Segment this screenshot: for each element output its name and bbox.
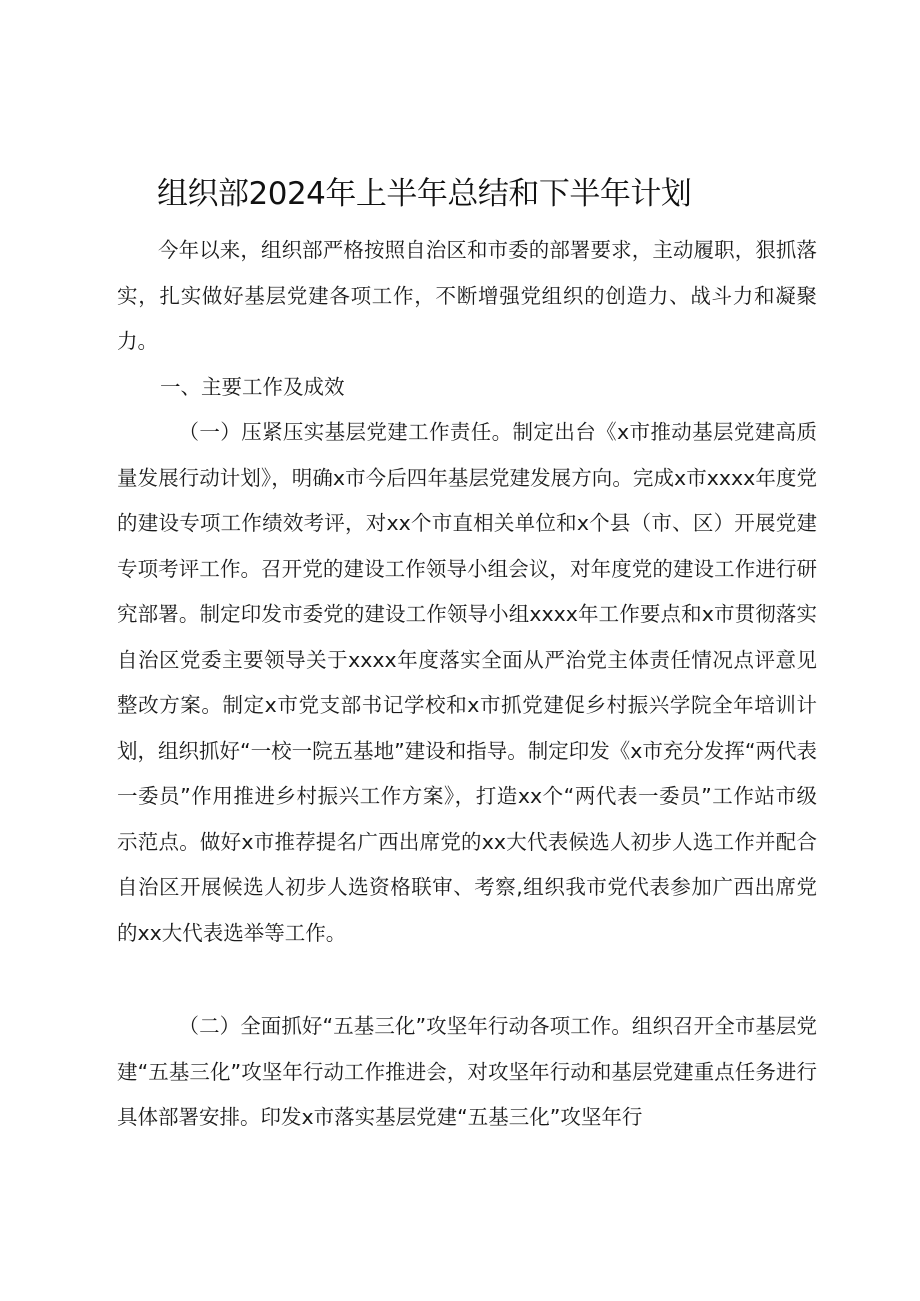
section-heading: 一、主要工作及成效 — [160, 375, 345, 399]
paragraph-2: （二）全面抓好“五基三化”攻坚年行动各项工作。组织召开全市基层党建“五基三化”攻坚年行动工作推进会，对攻坚年行动和基层党建重点任务进行具体部署安排。印发x市落实基层党建“五基三化”攻坚年行 — [117, 1014, 817, 1129]
paragraph-1: （一）压紧压实基层党建工作责任。制定出台《x市推动基层党建高质量发展行动计划》，明确x市今后四年基层党建发展方向。完成x市xxxx年度党的建设专项工作绩效考评，对xx个市直相关单位和x个县（市、区）开展党建专项考评工作。召开党的建设工作领导小组会议，对年度党的建设工作进行研究部署。制定印发市委党的建设工作领导小组xxxx年工作要点和x市贯彻落实自治区党委主要领导关于xxxx年度落实全面从严治党主体责任情况点评意见整改方案。制定x市党支部书记学校和x市抓党建促乡村振兴学院全年培训计划，组织抓好“一校一院五基地”建设和指导。制定印发《x市充分发挥“两代表一委员”作用推进乡村振兴工作方案》，打造xx个“两代表一委员”工作站市级示范点。做好x市推荐提名广西出席党的xx大代表候选人初步人选工作并配合自治区开展候选人初步人选资格联审、考察,组织我市党代表参加广西出席党的xx大代表选举等工作。 — [117, 420, 817, 945]
document-title: 组织部2024年上半年总结和下半年计划 — [157, 176, 692, 212]
intro-paragraph: 今年以来，组织部严格按照自治区和市委的部署要求，主动履职，狠抓落实，扎实做好基层党建各项工作，不断增强党组织的创造力、战斗力和凝聚力。 — [117, 238, 817, 353]
